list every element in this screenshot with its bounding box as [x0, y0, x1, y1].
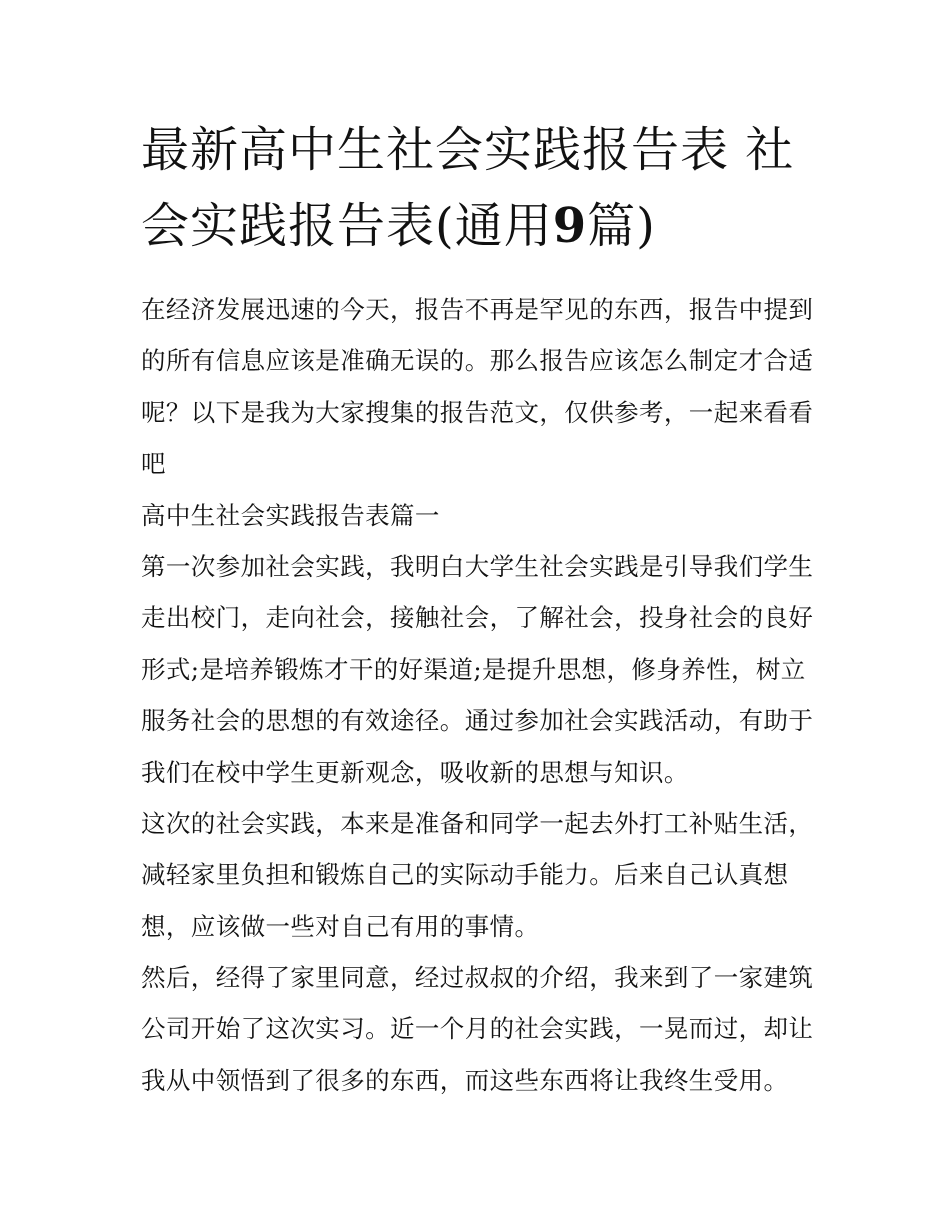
- title-line-2-text: 会实践报告表(通用: [141, 198, 553, 254]
- body-line: 服务社会的思想的有效途径。通过参加社会实践活动，有助于: [141, 706, 814, 736]
- title-line-1: 最新高中生社会实践报告表 社: [141, 122, 795, 178]
- body-line: 第一次参加社会实践，我明白大学生社会实践是引导我们学生: [141, 551, 814, 581]
- document-body: [141, 284, 813, 1106]
- body-line: 我从中领悟到了很多的东西，而这些东西将让我终生受用。: [141, 1065, 789, 1095]
- body-line: 想，应该做一些对自己有用的事情。: [141, 911, 540, 941]
- body-line: 的所有信息应该是准确无误的。那么报告应该怎么制定才合适: [141, 346, 814, 376]
- document-title: [141, 112, 813, 264]
- body-line: 我们在校中学生更新观念，吸收新的思想与知识。: [141, 757, 689, 787]
- document-page: [141, 112, 813, 1106]
- body-line: 在经济发展迅速的今天，报告不再是罕见的东西，报告中提到: [141, 295, 814, 324]
- body-line: 然后，经得了家里同意，经过叔叔的介绍，我来到了一家建筑: [141, 963, 814, 993]
- body-line: 公司开始了这次实习。近一个月的社会实践，一晃而过，却让: [141, 1014, 814, 1044]
- body-line: 形式;是培养锻炼才干的好渠道;是提升思想，修身养性，树立: [141, 654, 806, 684]
- title-number: 9: [552, 198, 588, 254]
- section-heading: 高中生社会实践报告表篇一: [141, 500, 440, 530]
- body-line: 吧: [141, 449, 166, 479]
- title-line-2: [141, 188, 813, 264]
- body-line: 走出校门，走向社会，接触社会，了解社会，投身社会的良好: [141, 603, 814, 633]
- body-line: 减轻家里负担和锻炼自己的实际动手能力。后来自己认真想: [141, 860, 789, 890]
- body-line: 呢？以下是我为大家搜集的报告范文，仅供参考，一起来看看: [141, 397, 814, 427]
- body-line: 这次的社会实践，本来是准备和同学一起去外打工补贴生活，: [141, 808, 814, 838]
- title-line-2-end: 篇): [587, 198, 656, 254]
